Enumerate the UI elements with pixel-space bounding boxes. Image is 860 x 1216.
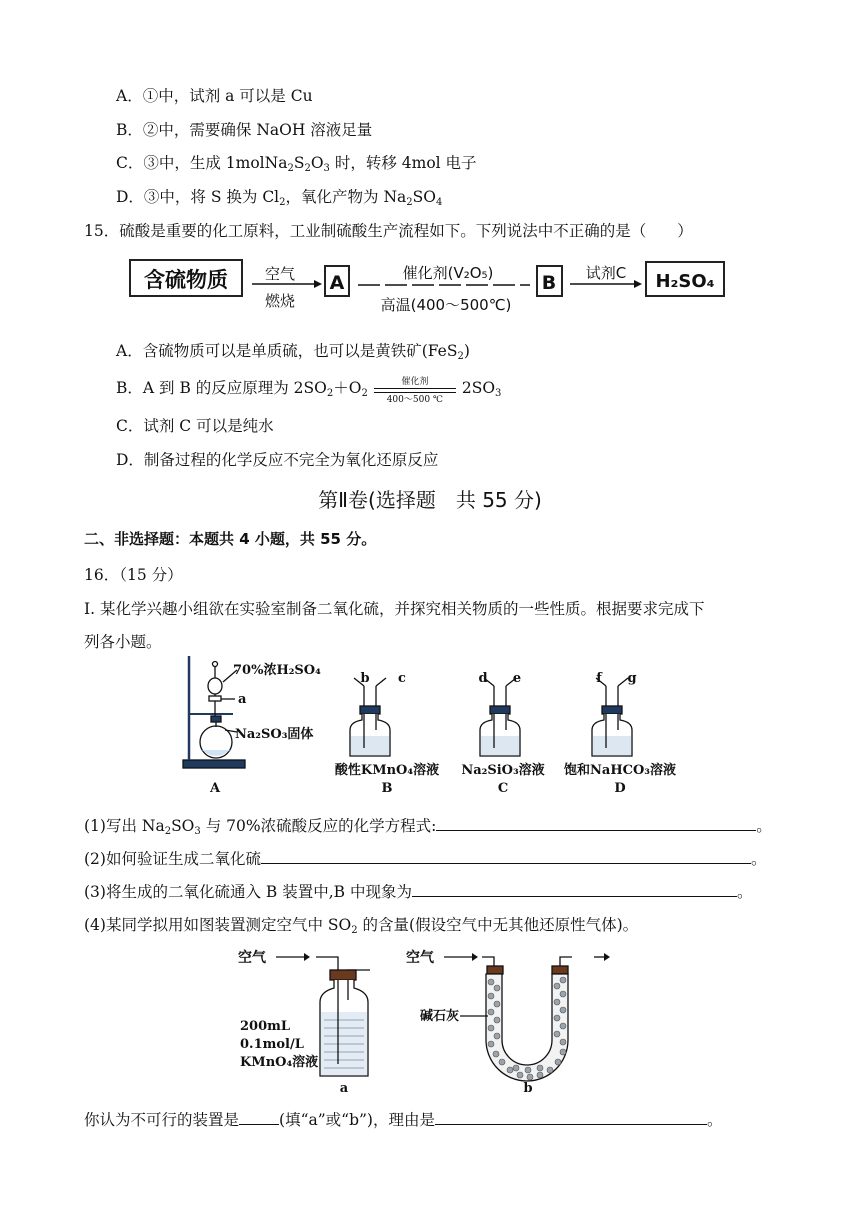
port-c: c xyxy=(398,671,406,686)
apparatus-d xyxy=(592,678,632,756)
q16-part1: (1)写出 $Na_2SO_3$ 与 70%浓硫酸反应的化学方程式: 。 xyxy=(84,814,772,836)
apparatus-c-letter: C xyxy=(497,781,509,796)
answer-blank-5a[interactable] xyxy=(239,1108,279,1125)
reaction-condition-arrow: 催化剂 400～500 ℃ xyxy=(374,379,456,399)
q15-option-b: B．A 到 B 的反应原理为 $2SO_2+O_2$ 催化剂 400～500 ℃ $2SO_3$ xyxy=(116,377,502,405)
q14-option-c: C．③中，生成 $1molNa_2S_2O_3$ 时，转移 4mol 电子 xyxy=(116,154,477,174)
port-d: d xyxy=(478,671,488,686)
q15-option-d: D．制备过程的化学反应不完全为氧化还原反应 xyxy=(116,451,439,469)
apparatus-a-letter: A xyxy=(209,781,221,796)
solution-d: 饱和NaHCO₃溶液 xyxy=(564,763,676,778)
port-f: f xyxy=(596,671,602,686)
q14-option-a: A．①中，试剂 a 可以是 Cu xyxy=(116,87,313,105)
q16-intro-line1: I. 某化学兴趣小组欲在实验室制备二氧化硫，并探究相关物质的一些性质。根据要求完成下 xyxy=(84,600,705,618)
flow-box-a: A xyxy=(329,272,345,294)
flow-box-sulfur: 含硫物质 xyxy=(144,268,228,292)
answer-blank-5b[interactable] xyxy=(435,1108,707,1125)
air-label-2: 空气 xyxy=(406,950,434,966)
flow-box-b: B xyxy=(541,272,557,294)
port-b: b xyxy=(360,671,370,686)
solution-volume: 200mL xyxy=(240,1019,291,1034)
apparatus-figure xyxy=(175,652,695,798)
q16-number: 16．（15 分） xyxy=(84,566,183,584)
section-header: 二、非选择题：本题共 4 小题，共 55 分。 xyxy=(84,530,377,548)
q16-part5: 你认为不可行的装置是 (填“a”或“b”)，理由是 。 xyxy=(84,1108,723,1130)
solution-conc: 0.1mol/L xyxy=(240,1037,304,1052)
port-g: g xyxy=(627,671,637,686)
answer-blank-1[interactable] xyxy=(436,814,756,831)
solid-label: Na₂SO₃固体 xyxy=(235,727,314,742)
acid-label: 70%浓H₂SO₄ xyxy=(233,663,321,678)
q14-option-b: B．②中，需要确保 NaOH 溶液足量 xyxy=(116,121,373,139)
q15-stem: 15．硫酸是重要的化工原料，工业制硫酸生产流程如下。下列说法中不正确的是（ ） xyxy=(84,222,693,240)
section-title: 第Ⅱ卷(选择题 共 55 分) xyxy=(318,488,542,512)
answer-blank-3[interactable] xyxy=(412,880,737,897)
flow-box-h2so4: H₂SO₄ xyxy=(655,271,715,292)
valve-label: a xyxy=(238,692,247,707)
sulfuric-acid-flowchart xyxy=(128,250,738,322)
solution-kmno4: KMnO₄溶液 xyxy=(240,1055,319,1070)
air-measurement-figure xyxy=(232,940,632,1100)
q15-option-a: A．含硫物质可以是单质硫，也可以是黄铁矿(FeS$_2$) xyxy=(116,342,470,362)
solution-b: 酸性KMnO₄溶液 xyxy=(334,763,440,778)
solution-c: Na₂SiO₃溶液 xyxy=(461,763,545,778)
flow-arrow3-top: 试剂C xyxy=(585,264,627,282)
q16-part2: (2)如何验证生成二氧化硫 。 xyxy=(84,847,766,869)
figure-label-b: b xyxy=(523,1081,533,1096)
flow-arrow2-top: 催化剂(V₂O₅) xyxy=(402,264,494,282)
apparatus-d-letter: D xyxy=(614,781,626,796)
apparatus-b xyxy=(350,678,390,756)
apparatus-c xyxy=(480,678,520,756)
q15-option-c: C．试剂 C 可以是纯水 xyxy=(116,417,274,435)
figure-label-a: a xyxy=(339,1081,349,1096)
port-e: e xyxy=(512,671,522,686)
q16-intro-line2: 列各小题。 xyxy=(84,633,162,651)
q14-option-d: D．③中，将 S 换为 $Cl_2$，氧化产物为 $Na_2SO_4$ xyxy=(116,188,443,208)
soda-lime-label: 碱石灰 xyxy=(420,1009,460,1024)
flow-arrow2-bottom: 高温(400～500℃) xyxy=(380,296,512,314)
air-label-1: 空气 xyxy=(238,950,266,966)
apparatus-b-letter: B xyxy=(381,781,393,796)
q16-part3: (3)将生成的二氧化硫通入 B 装置中,B 中现象为 。 xyxy=(84,880,752,902)
flow-arrow1-bottom: 燃烧 xyxy=(264,292,296,310)
flow-arrow1-top: 空气 xyxy=(264,265,296,283)
answer-blank-2[interactable] xyxy=(261,847,751,864)
q16-part4: (4)某同学拟用如图装置测定空气中 $SO_2$ 的含量(假设空气中无其他还原性气体)。 xyxy=(84,916,639,936)
